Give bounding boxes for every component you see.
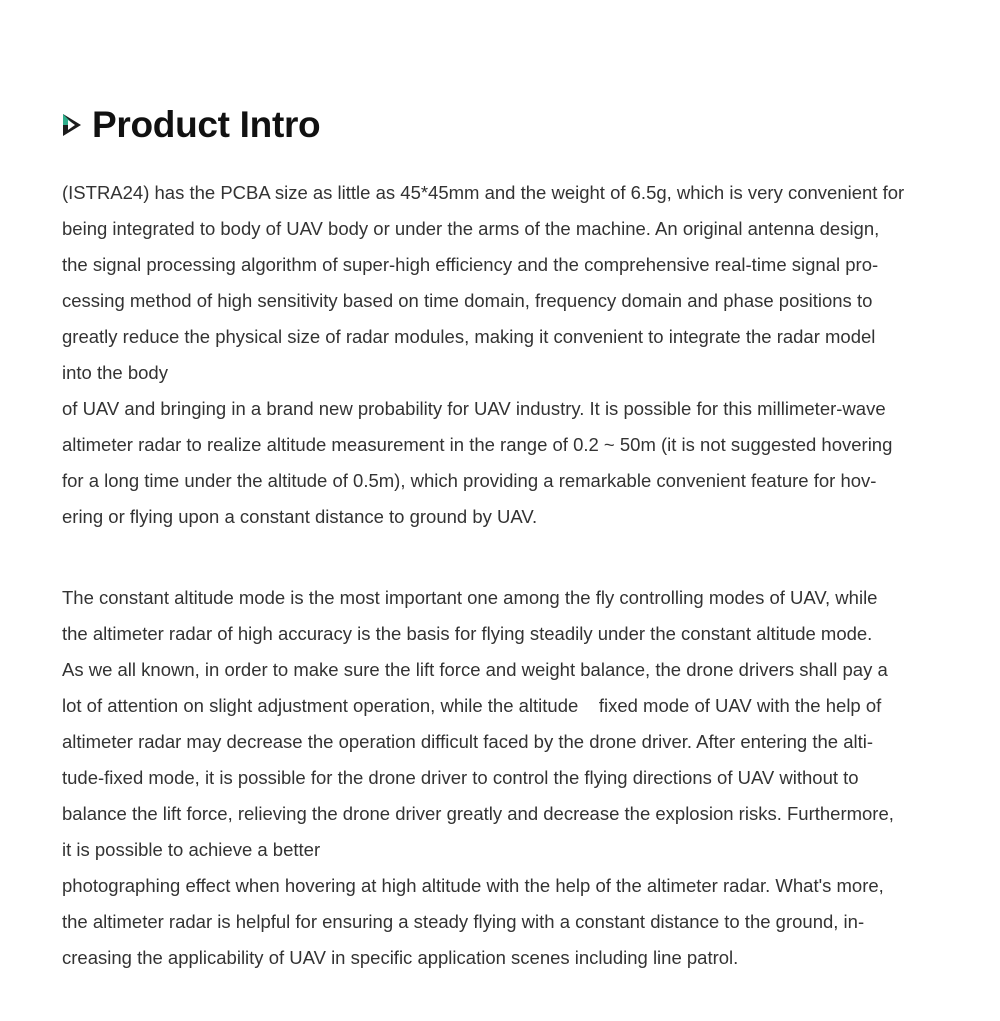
text-line: it is possible to achieve a better [62, 839, 321, 860]
text-line: The constant altitude mode is the most important one among the fly controlling modes of UAV, while [62, 587, 878, 608]
page-title: Product Intro [92, 104, 321, 145]
text-line: the altimeter radar is helpful for ensuring a steady flying with a constant distance to the ground, in- [62, 911, 865, 932]
text-line: tude-fixed mode, it is possible for the drone driver to control the flying directions of UAV without to [62, 767, 859, 788]
text-line: (ISTRA24) has the PCBA size as little as 45*45mm and the weight of 6.5g, which is very convenient for [62, 182, 905, 203]
product-intro-section [62, 100, 942, 976]
paragraph-2 [62, 580, 942, 976]
text-line: balance the lift force, relieving the drone driver greatly and decrease the explosion risks. Furthermore, [62, 803, 894, 824]
text-line: the altimeter radar of high accuracy is the basis for flying steadily under the constant altitude mode. [62, 623, 873, 644]
text-line: of UAV and bringing in a brand new probability for UAV industry. It is possible for this millimeter-wave [62, 398, 886, 419]
section-heading [62, 100, 942, 150]
text-line: lot of attention on slight adjustment operation, while the altitude fixed mode of UAV with the help of [62, 695, 882, 716]
text-line: As we all known, in order to make sure the lift force and weight balance, the drone drivers shall pay a [62, 659, 888, 680]
play-arrow-icon [62, 112, 82, 138]
paragraph-1 [62, 175, 942, 535]
text-line: into the body [62, 362, 168, 383]
text-line: greatly reduce the physical size of radar modules, making it convenient to integrate the radar model [62, 326, 876, 347]
text-line: ering or flying upon a constant distance to ground by UAV. [62, 506, 538, 527]
text-line: cessing method of high sensitivity based on time domain, frequency domain and phase positions to [62, 290, 873, 311]
text-line: for a long time under the altitude of 0.5m), which providing a remarkable convenient feature for hov- [62, 470, 877, 491]
text-line: creasing the applicability of UAV in specific application scenes including line patrol. [62, 947, 739, 968]
text-line: being integrated to body of UAV body or under the arms of the machine. An original antenna design, [62, 218, 880, 239]
text-line: altimeter radar to realize altitude measurement in the range of 0.2 ~ 50m (it is not suggested hovering [62, 434, 893, 455]
intro-body [62, 175, 942, 976]
paragraph-spacer [62, 535, 942, 580]
text-line: the signal processing algorithm of super-high efficiency and the comprehensive real-time signal pro- [62, 254, 879, 275]
text-line: altimeter radar may decrease the operation difficult faced by the drone driver. After entering the alti- [62, 731, 874, 752]
text-line: photographing effect when hovering at high altitude with the help of the altimeter radar. What's more, [62, 875, 884, 896]
